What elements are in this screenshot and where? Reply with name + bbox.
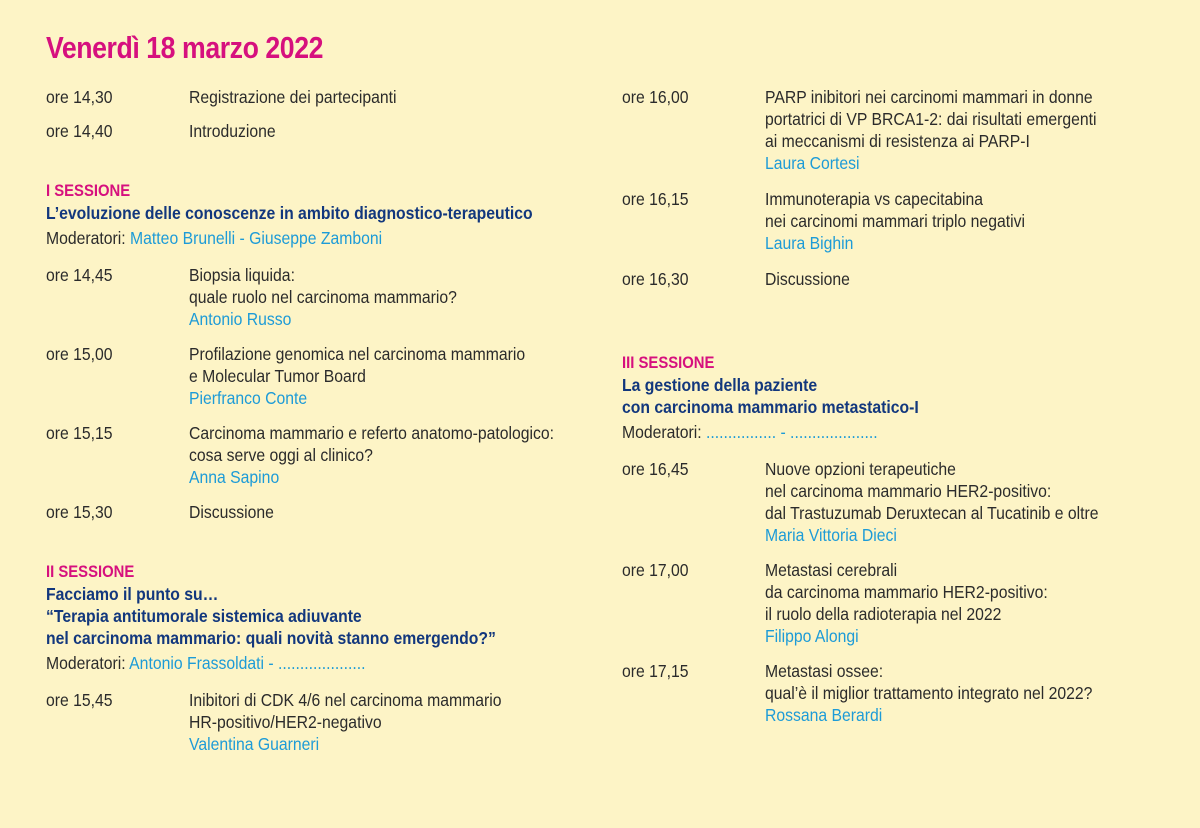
program-row	[622, 268, 1182, 290]
time: ore 16,45	[622, 459, 689, 479]
speaker-name: Valentina Guarneri	[189, 734, 320, 754]
talk-title: Discussione	[189, 502, 274, 522]
program-row	[46, 343, 606, 409]
moderator-names: Matteo Brunelli - Giuseppe Zamboni	[130, 228, 383, 248]
talk-title: Metastasi ossee: qual’è il miglior trattamento integrato nel 2022? Rossana Berardi	[765, 660, 1140, 726]
talk-title: Immunoterapia vs capecitabina nei carcinomi mammari triplo negativi Laura Bighin	[765, 188, 1140, 254]
program-row	[46, 264, 606, 330]
moderators: Moderatori: Antonio Frassoldati - ....................	[46, 653, 366, 673]
program-row	[46, 86, 606, 108]
speaker-name: Maria Vittoria Dieci	[765, 525, 897, 545]
speaker-name: Filippo Alongi	[765, 626, 859, 646]
time: ore 15,30	[46, 502, 113, 522]
talk-title: Carcinoma mammario e referto anatomo-patologico: cosa serve oggi al clinico? Anna Sapino	[189, 422, 564, 488]
talk-title: Inibitori di CDK 4/6 nel carcinoma mammario HR-positivo/HER2-negativo Valentina Guarneri	[189, 689, 564, 755]
program-row	[46, 422, 606, 488]
talk-title: Introduzione	[189, 121, 276, 141]
time: ore 17,00	[622, 560, 689, 580]
program-row	[46, 120, 606, 142]
program-row	[622, 86, 1182, 174]
time: ore 16,00	[622, 87, 689, 107]
time: ore 14,40	[46, 121, 113, 141]
session-3-header	[622, 352, 1182, 443]
time: ore 16,30	[622, 269, 689, 289]
speaker-name: Anna Sapino	[189, 467, 280, 487]
session-label: III SESSIONE	[622, 354, 715, 372]
talk-title: Nuove opzioni terapeutiche nel carcinoma mammario HER2-positivo: dal Trastuzumab Deruxtecan al Tucatinib e oltre Maria Vittoria Dieci	[765, 458, 1140, 546]
session-label: II SESSIONE	[46, 563, 135, 581]
moderator-names: Antonio Frassoldati - ....................	[129, 653, 366, 673]
time: ore 15,15	[46, 423, 113, 443]
session-1-header	[46, 180, 606, 249]
speaker-name: Rossana Berardi	[765, 705, 883, 725]
session-title: Facciamo il punto su… “Terapia antitumorale sistemica adiuvante nel carcinoma mammario: quali novità stanno emergendo?”	[46, 584, 496, 648]
program-row	[46, 689, 606, 755]
talk-title: Registrazione dei partecipanti	[189, 87, 397, 107]
talk-title: Metastasi cerebrali da carcinoma mammario HER2-positivo: il ruolo della radioterapia nel 2022 Filippo Alongi	[765, 559, 1140, 647]
talk-title: Profilazione genomica nel carcinoma mammario e Molecular Tumor Board Pierfranco Conte	[189, 343, 564, 409]
program-row	[622, 458, 1182, 546]
talk-title: Discussione	[765, 269, 850, 289]
left-column	[46, 86, 606, 755]
right-column	[622, 86, 1182, 726]
program-row	[622, 188, 1182, 254]
time: ore 15,45	[46, 690, 113, 710]
day-title: Venerdì 18 marzo 2022	[46, 30, 324, 65]
speaker-name: Laura Cortesi	[765, 153, 860, 173]
time: ore 16,15	[622, 189, 689, 209]
time: ore 14,45	[46, 265, 113, 285]
session-label: I SESSIONE	[46, 182, 131, 200]
speaker-name: Pierfranco Conte	[189, 388, 308, 408]
moderators: Moderatori: Matteo Brunelli - Giuseppe Zamboni	[46, 228, 383, 248]
speaker-name: Laura Bighin	[765, 233, 854, 253]
time: ore 15,00	[46, 344, 113, 364]
program-row	[622, 660, 1182, 726]
session-title: La gestione della paziente con carcinoma mammario metastatico-I	[622, 375, 919, 417]
speaker-name: Antonio Russo	[189, 309, 292, 329]
talk-title: PARP inibitori nei carcinomi mammari in donne portatrici di VP BRCA1-2: dai risultati emergenti ai meccanismi di resistenza ai PARP-I Laura Cortesi	[765, 86, 1140, 174]
program-row	[622, 559, 1182, 647]
program-row	[46, 501, 606, 523]
session-title: L’evoluzione delle conoscenze in ambito diagnostico-terapeutico	[46, 203, 533, 223]
moderator-names: ................ - ....................	[706, 422, 878, 442]
talk-title: Biopsia liquida: quale ruolo nel carcinoma mammario? Antonio Russo	[189, 264, 564, 330]
time: ore 14,30	[46, 87, 113, 107]
time: ore 17,15	[622, 661, 689, 681]
session-2-header	[46, 561, 606, 674]
moderators: Moderatori: ................ - ....................	[622, 422, 878, 442]
